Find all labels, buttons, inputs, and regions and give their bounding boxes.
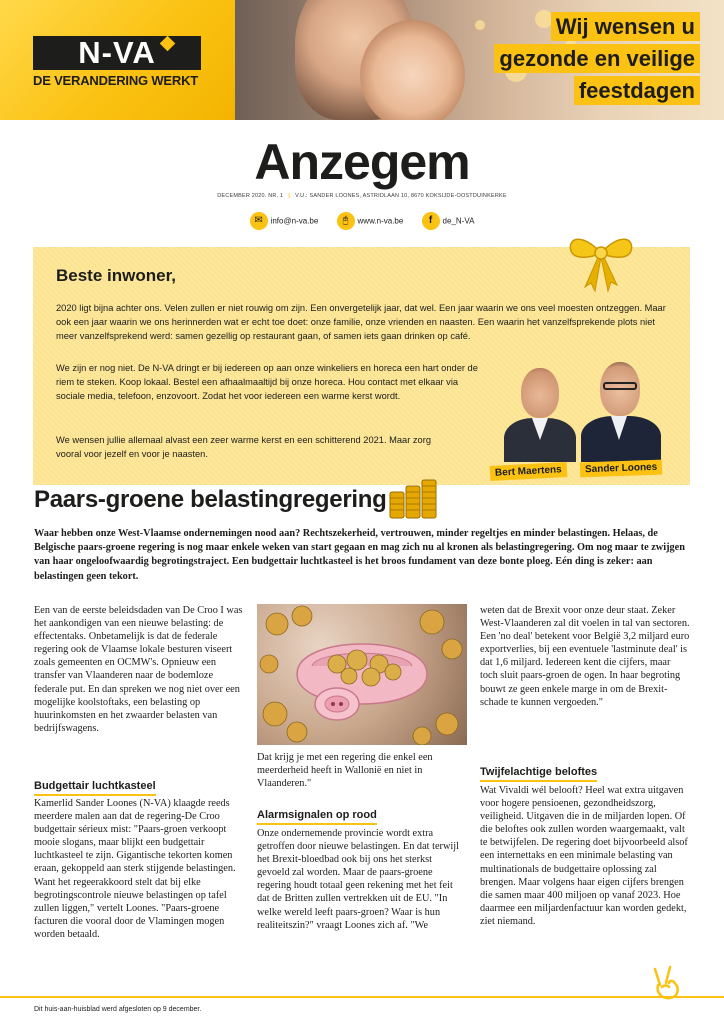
article-paragraph: Kamerlid Sander Loones (N-VA) klaagde reeds meerdere malen aan dat de regering-De Croo budgettair sérieux mist: "Paars-groen verkoopt mooie slogans, maar blijkt een budgettair luchtkasteel te zijn. Gigantische tekorten komen eraan, gekoppeld aan sterk stijgende belastingen. Want het regeerakkoord stelt dat bij elke begrotingscontrole nieuwe belastingen op tafel zullen liggen," vertelt Loones. "Paars-groene facturen die vooral door de Vlamingen mogen worden betaald. [34,798,236,940]
nva-logo [33,36,201,70]
footer-divider [0,996,724,998]
piggy-bank-photo [257,604,467,745]
greeting-banner [494,12,700,108]
mouse-icon: 🖰 [337,212,355,230]
article-paragraph: Onze ondernemende provincie wordt extra getroffen door nieuwe belastingen. En dat terwijl het Brexit-bloedbad ook bij ons het sterkst gevoeld zal worden. Maar de paars-groene regering houdt totaal geen rekening met het feit dat de Britten zullen vertrekken uit de EU. "In welke wereld leeft paars-groen? Waar is hun realiteitszin?" vraagt Loones zich af. "We [257,828,459,931]
portrait-head [521,368,559,418]
photo-child [360,20,465,120]
subheading: Alarmsignalen op rood [257,809,377,825]
logo-panel [0,0,235,120]
letter-heading: Beste inwoner, [56,266,176,285]
logo-text: N-VA [78,35,156,70]
portrait-shirt [611,416,627,440]
signatory-name: Sander Loones [580,460,663,478]
portrait-sander-loones [575,356,663,462]
article-lead: Waar hebben onze West-Vlaamse ondernemingen nood aan? Rechtszekerheid, vertrouwen, minder regeltjes en minder belastingen. Helaas, de Belgische paars-groene regering is nog maar enkele weken van start gegaan en mag zich nu al kronen als belastingregering. Om nog maar te zwijgen van haar ongeloofwaardig begrotingstraject. Een budgettair luchtkasteel is het broos fundament van deze bonte ploeg. Eén ding is zeker: aan belastingen geen tekort. [34,528,685,582]
article-paragraph: weten dat de Brexit voor onze deur staat. Zeker West-Vlaanderen zal dit voelen in tal van sectoren. Een 'no deal' betekent voor België 3,2 miljard euro exportverlies, bij een eventuele 'lastminute deal' is dat 1,6 miljard. Iedereen kent die cijfers, maar toch sluit paars-groen de ogen. In haar begroting bouwt ze geen enkele marge in om de Brexit-schade te kunnen vergoeden." [480,605,690,708]
article-paragraph: Wat Vivaldi wél belooft? Heel wat extra uitgaven voor hogere pensioenen, gezondheidszorg, veiligheid. Uitgaven die in de miljarden lopen. Of die beloftes ook zullen worden waargemaakt, valt te betwijfelen. De regering doet bijvoorbeeld alsof een internettaks en een minimale belasting van multinationals de budgettaire oplossing zal brengen. Maar volgens haar eigen cijfers brengen die samen maar 400 miljoen op vanaf 2023. Hoe daarmee een miljardenfactuur kan worden gedekt, ziet niemand. [480,785,688,927]
meta-separator: | [288,193,291,199]
issue-info: DECEMBER 2020. NR. 1 [217,193,284,199]
contact-facebook-text: de_N-VA [442,216,475,226]
contact-email[interactable] [250,212,319,230]
contact-website[interactable] [337,212,404,230]
letter-paragraph: We wensen jullie allemaal alvast een zeer warme kerst en een schitterend 2021. Maar zorg vooral voor jezelf en voor je naasten. [56,435,431,459]
article-title: Paars-groene belastingregering [34,486,387,513]
coins-icon [388,478,438,520]
page-title: Anzegem [254,134,470,190]
portrait-bert-maertens [500,362,580,462]
article-paragraph: Dat krijg je met een regering die enkel een meerderheid heeft in Wallonië en niet in Vlaanderen." [257,752,433,790]
letter-paragraph: We zijn er nog niet. De N-VA dringt er bij iedereen op aan onze winkeliers en horeca een hart onder de riem te steken. Koop lokaal. Bestel een afhaalmaaltijd bij onze horeca. Hou contact met elkaar via sociale media, telefoon, enzovoort. Zodat het voor iedereen een warme kerst wordt. [56,363,478,401]
facebook-icon: f [422,212,440,230]
contact-email-text: info@n-va.be [270,216,319,226]
contact-website-text: www.n-va.be [357,216,404,226]
publisher-info: V.U.: SANDER LOONES, ASTRIDLAAN 10, 8670 KOKSIJDE-OOSTDUINKERKE [295,193,507,199]
mail-icon: ✉ [250,212,268,230]
subheading: Budgettair luchtkasteel [34,780,156,796]
signatory-name: Bert Maertens [490,462,567,481]
glasses-icon [603,382,637,390]
header-banner [0,0,724,120]
piggy-bank-illustration [257,604,467,745]
greeting-line: Wij wensen u [551,12,700,41]
contact-facebook[interactable] [422,212,475,230]
article-paragraph: Een van de eerste beleidsdaden van De Croo I was het aankondigen van een nieuwe belasting: de effectentaks. Onbetamelijk is dat de federale regering ook de Vlaamse lokale besturen viseert zoals gemeenten en OCMW's. Opnieuw een transfer van Vlaanderen naar de bodemloze federale put. En dan spreken we nog niet over een mogelijke koolstoftaks, een belasting op huurinkomsten en het zwaarder belasten van bedrijfswagens. [34,605,243,734]
gift-bow-icon [563,225,639,295]
bokeh-light [475,20,485,30]
greeting-line: gezonde en veilige [494,44,700,73]
logo-tagline: DE VERANDERING WERKT [33,73,199,88]
letter-paragraph: 2020 ligt bijna achter ons. Velen zullen er niet rouwig om zijn. Een onvergetelijk jaar, dat wel. Een jaar waarin we ons veel moesten ontzeggen. Maar ook een jaar waarin we ons herinnerden wat er echt toe doet: onze familie, onze vrienden en naasten. Een waarin het vanzelfsprekende plots niet meer vanzelfsprekend werd: samen gezellig op restaurant gaan, of samen iets gaan drinken op café. [56,303,666,341]
portrait-shirt [532,418,548,440]
greeting-line: feestdagen [574,76,700,105]
footer-note: Dit huis-aan-huisblad werd afgesloten op 9 december. [34,1006,202,1013]
masthead-meta [0,193,724,199]
subheading: Twijfelachtige beloftes [480,766,597,782]
